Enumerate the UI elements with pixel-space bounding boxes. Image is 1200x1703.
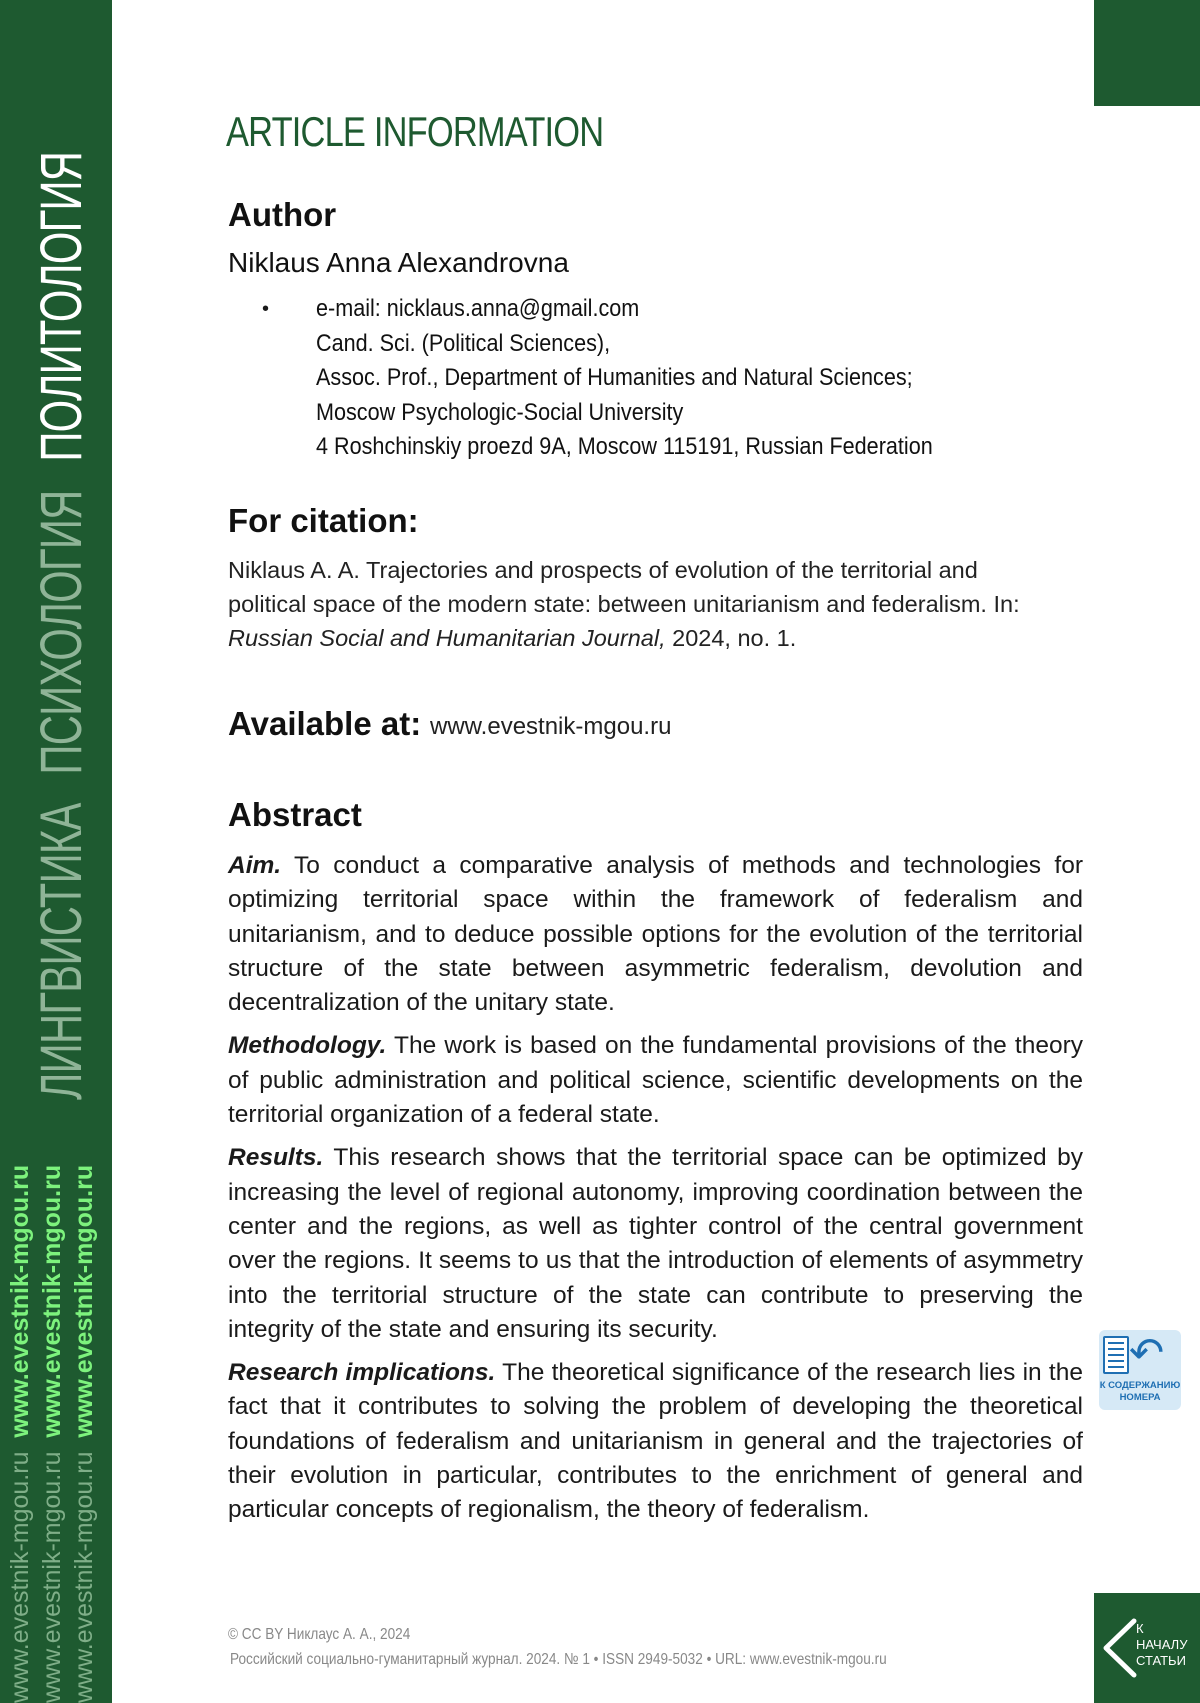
author-degree: Cand. Sci. (Political Sciences),: [316, 329, 611, 357]
journal-title: Russian Social and Humanitarian Journal,: [228, 625, 666, 651]
table-of-contents-button[interactable]: [1099, 1330, 1181, 1410]
abstract-methodology: Methodology. The work is based on the fundamental provisions of the theory of public administration and political science, scientific developments on the territorial organization of a federal state.: [228, 1032, 1083, 1129]
document-icon: [1103, 1336, 1129, 1374]
author-address: 4 Roshchinskiy proezd 9A, Moscow 115191, Russian Federation: [316, 433, 933, 460]
author-details: [316, 292, 1076, 465]
author-position: Assoc. Prof., Department of Humanities and Natural Sciences;: [316, 364, 913, 391]
author-university: Moscow Psychologic-Social University: [316, 398, 684, 426]
article-start-button[interactable]: [1094, 1593, 1200, 1703]
citation-heading: For citation:: [228, 502, 419, 539]
abstract-heading: Abstract: [228, 796, 362, 833]
site-link-2[interactable]: www.evestnik-mgou.ru www.evestnik-mgou.ru: [38, 1164, 66, 1703]
footer-journal-line: Российский социально-гуманитарный журнал. 2024. № 1 • ISSN 2949-5032 • URL: www.evestnik-mgou.ru: [230, 1651, 887, 1668]
sidebar: [0, 0, 112, 1703]
article-start-label: К НАЧАЛУ СТАТЬИ: [1136, 1621, 1188, 1668]
site-link-1[interactable]: www.evestnik-mgou.ru www.evestnik-mgou.ru: [6, 1164, 34, 1703]
subject-psychology: ПСИХОЛОГИЯ: [29, 490, 94, 775]
corner-decoration: [1094, 0, 1200, 106]
toc-label: К СОДЕРЖАНИЮ НОМЕРА: [1099, 1380, 1181, 1403]
author-heading: Author: [228, 196, 337, 233]
return-arrow-icon: ↶: [1129, 1329, 1165, 1376]
bullet-icon: •: [262, 298, 270, 320]
abstract-body: [228, 849, 1083, 1537]
footer-copyright: © CC BY Никлаус А. А., 2024: [228, 1626, 411, 1643]
abstract-aim: Aim. To conduct a comparative analysis of methods and technologies for optimizing territorial space within the framework of federalism and unitarianism, and to deduce possible options for the evolution of the territorial structure of the state between asymmetric federalism, devolution and decentralization of the unitary state.: [228, 852, 1083, 1017]
abstract-implications: Research implications. The theoretical significance of the research lies in the fact that it contributes to solving the problem of developing the theoretical foundations of federalism and unitarianism in general and the trajectories of their evolution in particular, contributes to the enrichment of general and particular concepts of regionalism, the theory of federalism.: [228, 1359, 1083, 1524]
subject-political-science: ПОЛИТОЛОГИЯ: [29, 151, 94, 462]
abstract-results: Results. This research shows that the territorial space can be optimized by increasing the level of regional autonomy, improving coordination between the center and the regions, as well as tighter control of the central government over the regions. It seems to us that the introduction of elements of asymmetry into the territorial structure of the state can contribute to preserving the integrity of the state and ensuring its security.: [228, 1144, 1083, 1343]
subject-linguistics: ЛИНГВИСТИКА: [29, 803, 94, 1100]
available-url[interactable]: www.evestnik-mgou.ru: [430, 713, 672, 740]
page-title: ARTICLE INFORMATION: [226, 108, 604, 155]
site-link-3[interactable]: www.evestnik-mgou.ru www.evestnik-mgou.ru: [70, 1164, 98, 1703]
author-email: e-mail: nicklaus.anna@gmail.com: [316, 295, 640, 322]
citation-text: Niklaus A. A. Trajectories and prospects of evolution of the territorial and political space of the modern state: between unitarianism and federalism. In: Russian Social and Humanitarian Journal, 2024, no. 1.: [228, 557, 1020, 651]
available-label: Available at:: [228, 705, 422, 742]
author-name: Niklaus Anna Alexandrovna: [228, 247, 569, 278]
subject-list: [28, 123, 95, 1100]
